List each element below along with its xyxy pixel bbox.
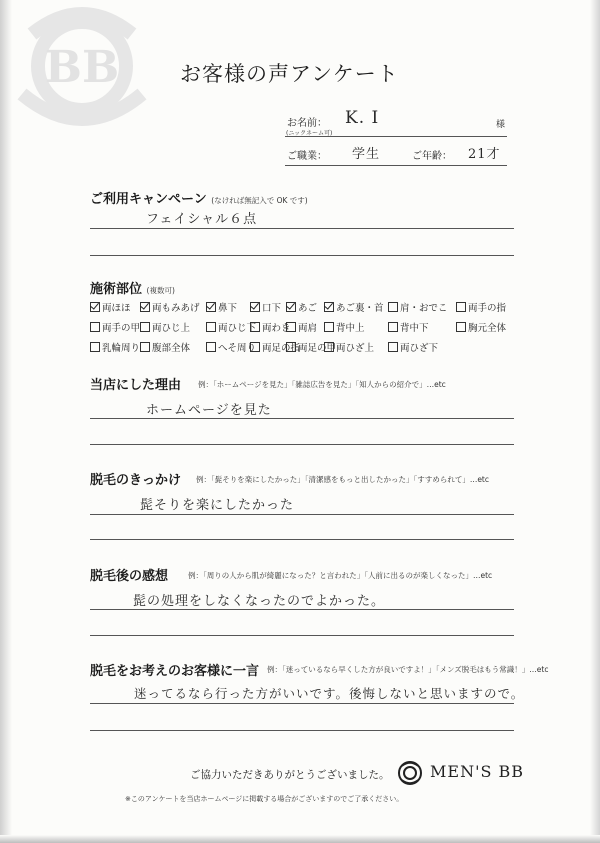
parts-note: (複数可) xyxy=(146,286,175,295)
part-option[interactable] xyxy=(324,300,388,314)
impression-answer: 髭の処理をしなくなったのでよかった。 xyxy=(133,594,386,609)
part-option[interactable] xyxy=(250,340,301,354)
part-option[interactable] xyxy=(140,300,206,314)
reason-line-1 xyxy=(90,418,514,419)
scan-edge-bottom xyxy=(0,835,600,843)
part-option[interactable] xyxy=(206,300,250,314)
part-option-label: 両肩 xyxy=(298,323,318,334)
checkbox-icon[interactable] xyxy=(388,322,398,332)
part-option[interactable] xyxy=(286,320,324,334)
checkbox-icon[interactable] xyxy=(206,322,216,332)
campaign-line-1 xyxy=(90,228,514,229)
part-option[interactable] xyxy=(456,300,520,314)
part-option[interactable] xyxy=(456,320,520,334)
checked-checkbox-icon[interactable] xyxy=(286,302,296,312)
message-line-2 xyxy=(90,730,514,731)
part-option[interactable] xyxy=(90,340,140,354)
occupation-underline xyxy=(285,165,507,166)
campaign-line-2 xyxy=(90,255,514,256)
age-label: ご年齢： xyxy=(412,151,452,162)
part-option-label: 口下 xyxy=(262,303,282,314)
impression-example: 例：「周りの人から肌が綺麗になった？と言われた」「人前に出るのが楽しくなった」…etc xyxy=(188,571,493,580)
reason-answer: ホームページを見た xyxy=(146,403,272,418)
page-title: お客様の声アンケート xyxy=(180,62,399,86)
checkbox-icon[interactable] xyxy=(286,342,296,352)
scan-edge-right xyxy=(590,0,600,843)
part-option-label: 両もみあげ xyxy=(152,303,200,314)
part-option[interactable] xyxy=(388,320,456,334)
part-option[interactable] xyxy=(388,300,456,314)
rose-logo-icon xyxy=(396,760,424,786)
part-option-label: あご xyxy=(298,303,318,314)
brand-name: MEN'S BB xyxy=(430,762,525,781)
name-sublabel: (ニックネーム可) xyxy=(286,130,333,137)
trigger-heading: 脱毛のきっかけ xyxy=(90,473,182,488)
part-option[interactable] xyxy=(250,320,291,334)
name-label: お名前： xyxy=(287,118,327,129)
part-option[interactable] xyxy=(140,320,206,334)
part-option-label: へそ周り xyxy=(218,343,257,354)
trigger-line-2 xyxy=(90,539,514,540)
bb-logo-watermark-icon xyxy=(12,4,172,144)
part-option[interactable] xyxy=(324,340,388,354)
part-option[interactable] xyxy=(90,320,140,334)
message-line-1 xyxy=(90,703,514,704)
reason-line-2 xyxy=(90,444,514,445)
occupation-value: 学生 xyxy=(352,147,381,162)
checkbox-icon[interactable] xyxy=(206,342,216,352)
checkbox-icon[interactable] xyxy=(324,342,334,352)
age-value: 21才 xyxy=(468,147,501,162)
part-option[interactable] xyxy=(140,340,206,354)
checked-checkbox-icon[interactable] xyxy=(250,302,260,312)
footer-note: ※このアンケートを当店ホームページに掲載する場合がございますのでご了承ください。 xyxy=(125,795,404,803)
part-option[interactable] xyxy=(250,300,286,314)
part-option-label: 腹部全体 xyxy=(152,343,191,354)
reason-heading: 当店にした理由 xyxy=(90,378,182,393)
parts-heading: 施術部位 (複数可) xyxy=(90,282,175,297)
checkbox-icon[interactable] xyxy=(388,302,398,312)
part-option-label: あご裏・首 xyxy=(336,303,384,314)
thanks-text: ご協力いただきありがとうございました。 xyxy=(190,769,390,781)
trigger-answer: 髭そりを楽にしたかった xyxy=(140,498,295,513)
impression-line-2 xyxy=(90,635,514,636)
name-value: K. I xyxy=(345,108,380,128)
name-underline xyxy=(285,136,507,137)
checkbox-icon[interactable] xyxy=(324,322,334,332)
checked-checkbox-icon[interactable] xyxy=(324,302,334,312)
message-heading: 脱毛をお考えのお客様に一言 xyxy=(90,664,260,679)
part-option-label: 肩・おでこ xyxy=(400,303,448,314)
checkbox-icon[interactable] xyxy=(90,322,100,332)
part-option[interactable] xyxy=(286,340,337,354)
part-option-label: 背中上 xyxy=(336,323,365,334)
checkbox-icon[interactable] xyxy=(456,302,466,312)
part-option-label: 胸元全体 xyxy=(468,323,507,334)
part-option-label: 両ほほ xyxy=(102,303,131,314)
part-option[interactable] xyxy=(206,320,257,334)
impression-heading: 脱毛後の感想 xyxy=(90,569,169,584)
name-suffix: 様 xyxy=(496,120,506,130)
part-option-label: 両足の指 xyxy=(262,343,301,354)
checkbox-icon[interactable] xyxy=(140,342,150,352)
part-option[interactable] xyxy=(90,300,140,314)
parts-row xyxy=(90,337,520,357)
part-option-label: 両足の甲 xyxy=(298,343,337,354)
checked-checkbox-icon[interactable] xyxy=(90,302,100,312)
part-option-label: 両手の甲 xyxy=(102,323,141,334)
parts-checkbox-grid xyxy=(90,297,520,357)
part-option[interactable] xyxy=(286,300,324,314)
part-option-label: 鼻下 xyxy=(218,303,238,314)
checkbox-icon[interactable] xyxy=(250,322,260,332)
impression-line-1 xyxy=(90,609,514,610)
part-option-label: 両わき xyxy=(262,323,291,334)
part-option-label: 両ひざ上 xyxy=(336,343,375,354)
part-option[interactable] xyxy=(388,340,456,354)
part-option-label: 背中下 xyxy=(400,323,429,334)
reason-example: 例：「ホームページを見た」「雑誌広告を見た」「知人からの紹介で」…etc xyxy=(198,380,446,389)
svg-text:BB: BB xyxy=(44,42,120,93)
part-option-label: 両ひじ上 xyxy=(152,323,191,334)
trigger-line-1 xyxy=(90,514,514,515)
part-option[interactable] xyxy=(206,340,257,354)
checkbox-icon[interactable] xyxy=(456,322,466,332)
checkbox-icon[interactable] xyxy=(90,342,100,352)
checkbox-icon[interactable] xyxy=(388,342,398,352)
message-example: 例：「迷っているなら早くした方が良いですよ！」「メンズ脱毛はもう常識！」…etc xyxy=(267,665,549,674)
campaign-answer: フェイシャル６点 xyxy=(146,212,258,227)
checked-checkbox-icon[interactable] xyxy=(206,302,216,312)
part-option-label: 両ひざ下 xyxy=(400,343,439,354)
occupation-label: ご職業： xyxy=(287,151,327,162)
checkbox-icon[interactable] xyxy=(140,322,150,332)
parts-row xyxy=(90,317,520,337)
trigger-example: 例：「髭そりを楽にしたかった」「清潔感をもっと出したかった」「すすめられて」…etc xyxy=(196,475,490,484)
campaign-heading: ご利用キャンペーン (なければ無記入で OK です) xyxy=(90,192,308,207)
parts-row xyxy=(90,297,520,317)
part-option[interactable] xyxy=(324,320,388,334)
checkbox-icon[interactable] xyxy=(250,342,260,352)
scan-edge-left xyxy=(0,0,12,843)
checked-checkbox-icon[interactable] xyxy=(140,302,150,312)
campaign-note: (なければ無記入で OK です) xyxy=(211,196,308,205)
part-option-label: 両ひじ下 xyxy=(218,323,257,334)
checkbox-icon[interactable] xyxy=(286,322,296,332)
part-option-label: 乳輪周り xyxy=(102,343,141,354)
message-answer: 迷ってるなら行った方がいいです。後悔しないと思いますので。 xyxy=(134,686,525,701)
part-option-label: 両手の指 xyxy=(468,303,507,314)
